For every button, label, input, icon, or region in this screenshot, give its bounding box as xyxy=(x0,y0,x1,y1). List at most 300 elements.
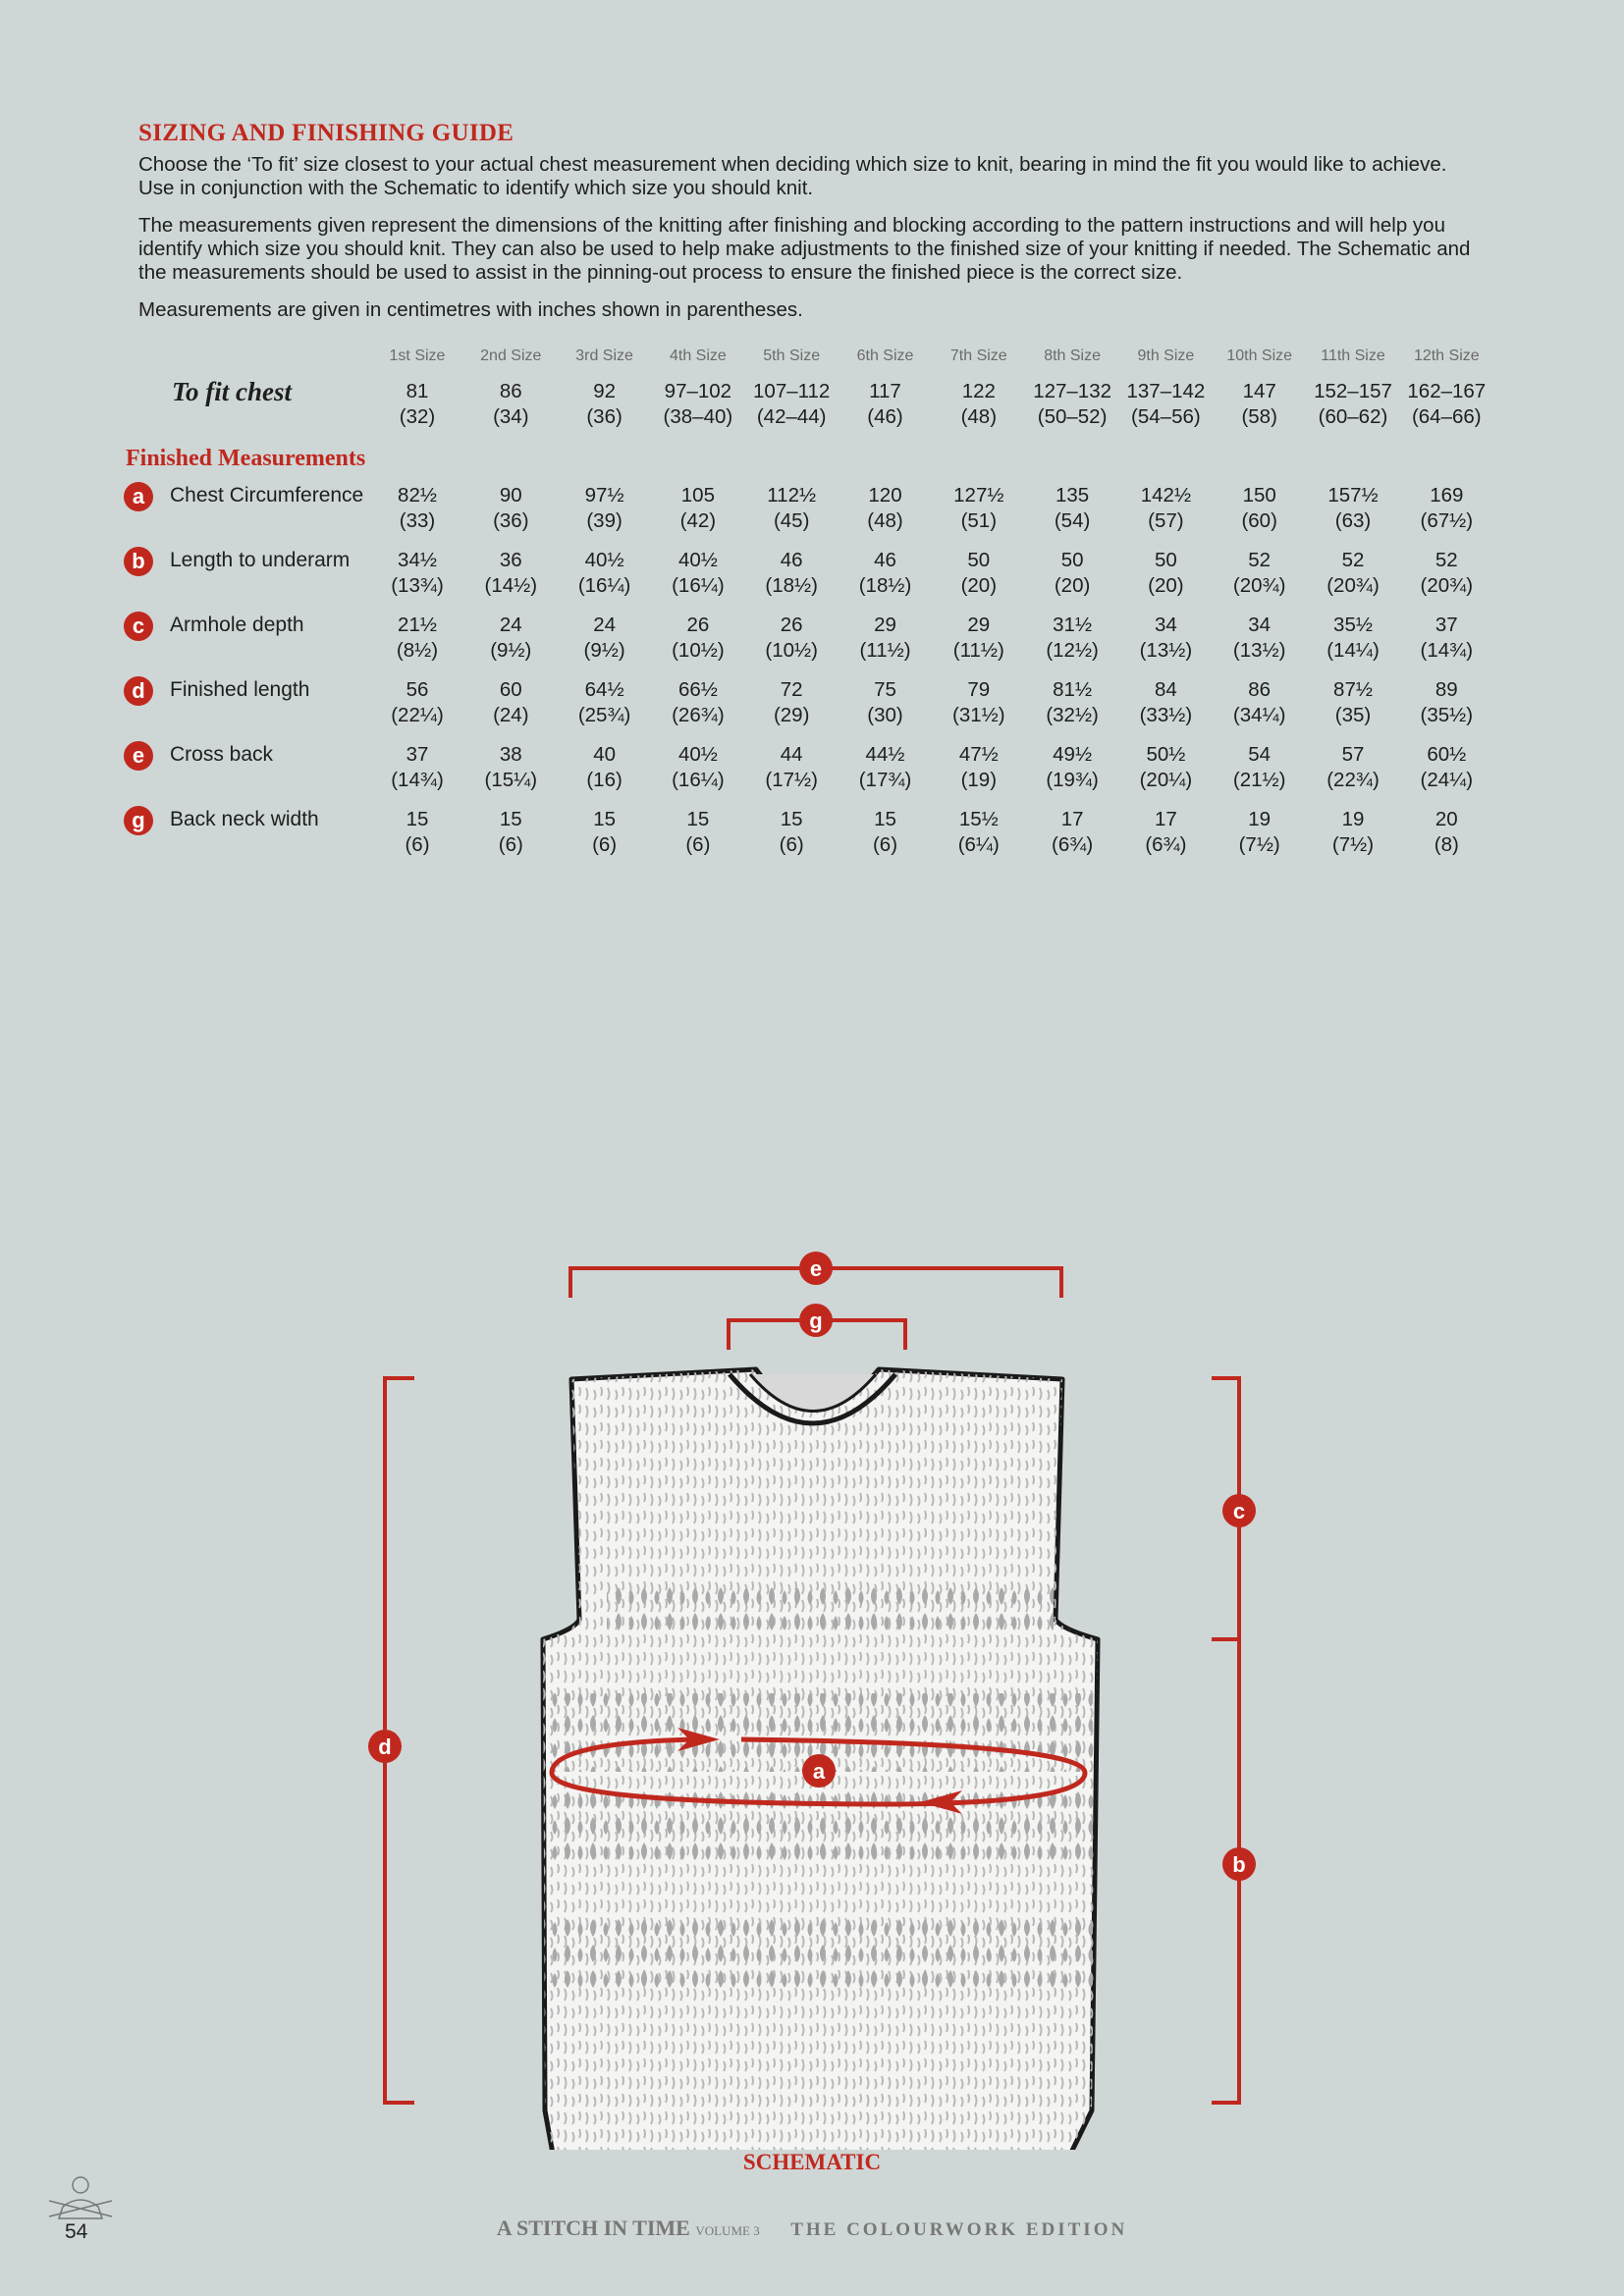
measurement-in: (24¼) xyxy=(1420,769,1474,791)
measurement-value xyxy=(1399,677,1493,728)
measurement-in: (14½) xyxy=(484,574,538,597)
measurement-value xyxy=(744,613,839,664)
size-header: 5th Size xyxy=(763,347,821,364)
measurement-cm: 81½ xyxy=(1053,678,1093,701)
schematic-diagram xyxy=(0,1227,1624,2150)
measurement-in: (35) xyxy=(1334,704,1372,726)
to-fit-cm: 152–157 xyxy=(1314,380,1392,402)
measurement-value xyxy=(839,677,933,728)
measurement-in: (13¾) xyxy=(391,574,444,597)
measurement-cm: 37 xyxy=(406,743,429,766)
measurement-row xyxy=(118,613,1512,677)
measurement-value xyxy=(1118,677,1213,728)
label-a xyxy=(802,1754,836,1788)
measurement-value xyxy=(651,483,745,534)
measurement-in: (16¼) xyxy=(672,574,725,597)
measurement-in: (6) xyxy=(685,833,711,856)
measurement-in: (7½) xyxy=(1331,833,1375,856)
to-fit-cm: 127–132 xyxy=(1033,380,1111,402)
measurement-value xyxy=(932,742,1026,793)
measurement-cm: 169 xyxy=(1430,484,1464,507)
measurement-value xyxy=(558,548,652,599)
measurement-cm: 60½ xyxy=(1427,743,1467,766)
to-fit-cm: 162–167 xyxy=(1407,380,1487,402)
measurement-in: (10½) xyxy=(765,639,818,662)
measurement-cm: 17 xyxy=(1154,808,1177,830)
intro-paragraph-2: The measurements given represent the dimensions of the knitting after finishing and blocking according to the pattern instructions and will help you identify which size you should knit. They can also be used to help make adjustments to the finished size of your knitting if needed. The Schematic and the measurements should be used to assist in the pinning-out process to ensure the finished piece is the correct size. xyxy=(138,214,1471,284)
measurement-in: (17½) xyxy=(765,769,818,791)
measurement-value xyxy=(1213,548,1307,599)
measurement-value xyxy=(1025,742,1119,793)
measurement-cm: 38 xyxy=(499,743,522,766)
measurement-value xyxy=(558,483,652,534)
measurement-value xyxy=(370,807,464,858)
measurement-cm: 24 xyxy=(593,614,616,636)
measurement-value xyxy=(558,807,652,858)
measurement-cm: 150 xyxy=(1242,484,1276,507)
measurement-in: (32½) xyxy=(1046,704,1099,726)
measurement-cm: 46 xyxy=(874,549,896,571)
measurement-value xyxy=(839,483,933,534)
measurement-value xyxy=(839,548,933,599)
to-fit-row xyxy=(118,373,1512,444)
measurement-value xyxy=(1213,483,1307,534)
svg-text:c: c xyxy=(1232,1499,1246,1523)
measurement-in: (20¼) xyxy=(1139,769,1193,791)
measurement-cm: 157½ xyxy=(1327,484,1379,507)
measurement-cm: 40½ xyxy=(677,549,718,571)
measurement-cm: 52 xyxy=(1248,549,1272,571)
measurement-in: (31½) xyxy=(952,704,1005,726)
measurement-cm: 15 xyxy=(593,808,616,830)
measurement-cm: 52 xyxy=(1435,549,1458,571)
measurement-cm: 15 xyxy=(406,808,429,830)
measurement-in: (12½) xyxy=(1046,639,1099,662)
measurement-cm: 15 xyxy=(780,808,803,830)
to-fit-label: To fit chest xyxy=(172,377,293,406)
label-c xyxy=(1222,1494,1256,1527)
to-fit-in: (48) xyxy=(960,405,998,428)
measurement-cm: 24 xyxy=(499,614,522,636)
measurement-cm: 34½ xyxy=(398,549,437,571)
measurement-in: (16¼) xyxy=(577,574,631,597)
measurement-in: (19) xyxy=(960,769,998,791)
page-number: 54 xyxy=(65,2220,88,2243)
to-fit-value xyxy=(932,379,1026,430)
measurement-in: (39) xyxy=(586,509,623,532)
measurement-in: (54) xyxy=(1054,509,1091,532)
measurement-in: (20) xyxy=(1054,574,1091,597)
measurement-value xyxy=(651,742,745,793)
measurement-cm: 15 xyxy=(499,808,522,830)
svg-text:a: a xyxy=(812,1759,826,1784)
footer xyxy=(0,2216,1624,2241)
measurement-in: (14¼) xyxy=(1326,639,1380,662)
measurement-cm: 127½ xyxy=(953,484,1004,507)
measurement-row xyxy=(118,742,1512,807)
measurement-in: (16¼) xyxy=(672,769,725,791)
measurement-cm: 44½ xyxy=(865,743,905,766)
measurement-cm: 15 xyxy=(874,808,896,830)
measurement-in: (17¾) xyxy=(858,769,912,791)
to-fit-in: (36) xyxy=(586,405,623,428)
measurement-value xyxy=(932,807,1026,858)
measurement-in: (7½) xyxy=(1238,833,1280,856)
volume-label: VOLUME 3 xyxy=(695,2223,760,2238)
size-header: 2nd Size xyxy=(480,347,542,364)
measurement-in: (11½) xyxy=(952,639,1004,662)
measurement-cm: 72 xyxy=(780,678,803,701)
to-fit-value xyxy=(463,379,558,430)
measurement-cm: 44 xyxy=(780,743,803,766)
measurement-value xyxy=(1025,548,1119,599)
measurement-in: (33) xyxy=(399,509,436,532)
measurement-value xyxy=(558,742,652,793)
book-title: A STITCH IN TIME xyxy=(496,2216,690,2240)
measurement-value xyxy=(1118,742,1213,793)
measurement-value xyxy=(370,613,464,664)
measurement-cm: 135 xyxy=(1055,484,1090,507)
measurement-cm: 40 xyxy=(593,743,616,766)
to-fit-in: (38–40) xyxy=(663,405,733,428)
measurement-in: (9½) xyxy=(490,639,532,662)
measurement-value xyxy=(744,548,839,599)
measurement-value xyxy=(558,677,652,728)
measurement-value xyxy=(558,613,652,664)
guide-title: SIZING AND FINISHING GUIDE xyxy=(138,120,514,146)
to-fit-value xyxy=(1025,379,1119,430)
measurement-in: (57) xyxy=(1148,509,1184,532)
measurement-value xyxy=(1306,742,1400,793)
measurement-letter-badge: d xyxy=(124,676,153,706)
measurement-value xyxy=(1025,807,1119,858)
measurement-cm: 56 xyxy=(406,678,429,701)
size-header: 1st Size xyxy=(389,347,446,364)
measurement-label: Cross back xyxy=(170,743,274,766)
measurement-row xyxy=(118,677,1512,742)
measurement-value xyxy=(1399,742,1493,793)
measurement-cm: 54 xyxy=(1248,743,1272,766)
measurement-in: (36) xyxy=(493,509,529,532)
to-fit-cm: 92 xyxy=(593,380,616,402)
measurement-cm: 31½ xyxy=(1053,614,1093,636)
measurement-cm: 49½ xyxy=(1053,743,1093,766)
measurement-cm: 87½ xyxy=(1333,678,1373,701)
measurement-value xyxy=(1306,548,1400,599)
measurement-in: (16) xyxy=(586,769,623,791)
measurement-cm: 142½ xyxy=(1140,484,1192,507)
measurement-value xyxy=(1399,548,1493,599)
size-header: 4th Size xyxy=(669,347,727,364)
measurement-value xyxy=(370,483,464,534)
to-fit-value xyxy=(1399,379,1493,430)
measurement-label: Length to underarm xyxy=(170,549,351,571)
measurement-cm: 120 xyxy=(868,484,902,507)
svg-text:e: e xyxy=(809,1256,823,1281)
to-fit-in: (54–56) xyxy=(1131,405,1201,428)
measurement-in: (8½) xyxy=(396,639,439,662)
measurement-cm: 40½ xyxy=(677,743,718,766)
measurement-in: (45) xyxy=(773,509,810,532)
to-fit-value xyxy=(744,379,839,430)
measurement-letter-badge: b xyxy=(124,547,153,576)
measurement-in: (24) xyxy=(493,704,529,726)
intro-paragraph-1: Choose the ‘To fit’ size closest to your actual chest measurement when deciding which size to knit, bearing in mind the fit you would like to achieve. Use in conjunction with the Schematic to identify which size you should knit. xyxy=(138,153,1447,199)
measurement-in: (51) xyxy=(960,509,998,532)
schematic-title: SCHEMATIC xyxy=(742,2150,882,2174)
measurement-cm: 97½ xyxy=(584,484,624,507)
to-fit-cm: 86 xyxy=(499,380,522,402)
measurement-value xyxy=(463,613,558,664)
measurement-value xyxy=(370,548,464,599)
measurement-cm: 34 xyxy=(1154,614,1177,636)
measurement-value xyxy=(1306,613,1400,664)
measurement-value xyxy=(839,807,933,858)
measurement-cm: 15½ xyxy=(958,808,999,830)
measurement-cm: 40½ xyxy=(584,549,624,571)
label-g xyxy=(799,1304,833,1337)
measurement-value xyxy=(1399,807,1493,858)
measurement-cm: 64½ xyxy=(584,678,624,701)
label-e xyxy=(799,1252,833,1285)
measurement-label: Finished length xyxy=(170,678,310,701)
measurement-value xyxy=(839,613,933,664)
measurement-in: (13½) xyxy=(1139,639,1193,662)
measurement-cm: 19 xyxy=(1341,808,1365,830)
intro-section xyxy=(138,120,1484,336)
measurement-in: (29) xyxy=(773,704,810,726)
measurement-in: (26¾) xyxy=(672,704,725,726)
to-fit-cm: 81 xyxy=(406,380,429,402)
measurement-in: (9½) xyxy=(583,639,625,662)
measurement-in: (15¼) xyxy=(484,769,538,791)
measurement-cm: 19 xyxy=(1248,808,1272,830)
to-fit-cm: 147 xyxy=(1242,380,1276,402)
measurement-value xyxy=(932,613,1026,664)
measurement-in: (18½) xyxy=(765,574,818,597)
measurement-in: (6) xyxy=(405,833,430,856)
measurement-cm: 57 xyxy=(1341,743,1365,766)
measurement-value xyxy=(744,807,839,858)
measurement-in: (14¾) xyxy=(1420,639,1474,662)
measurement-cm: 86 xyxy=(1248,678,1272,701)
measurement-cm: 21½ xyxy=(398,614,437,636)
measurement-cm: 20 xyxy=(1435,808,1458,830)
finished-measurements-title: Finished Measurements xyxy=(126,446,366,471)
to-fit-value xyxy=(839,379,933,430)
measurement-in: (6¾) xyxy=(1145,833,1187,856)
measurement-value xyxy=(932,483,1026,534)
measurement-in: (63) xyxy=(1334,509,1372,532)
size-table xyxy=(118,344,1512,872)
measurement-cm: 50 xyxy=(1060,549,1084,571)
size-header: 8th Size xyxy=(1044,347,1101,364)
measurement-value xyxy=(651,548,745,599)
to-fit-value xyxy=(370,379,464,430)
size-header-row xyxy=(118,344,1512,373)
measurement-cm: 90 xyxy=(499,484,522,507)
size-header: 6th Size xyxy=(856,347,914,364)
measurement-value xyxy=(463,548,558,599)
to-fit-cm: 117 xyxy=(869,380,901,402)
measurement-value xyxy=(839,742,933,793)
measurement-in: (6) xyxy=(779,833,804,856)
measurement-cm: 37 xyxy=(1435,614,1458,636)
measurement-in: (20¾) xyxy=(1232,574,1286,597)
measurement-value xyxy=(370,677,464,728)
measurement-in: (6) xyxy=(592,833,618,856)
measurement-letter-badge: g xyxy=(124,806,153,835)
measurement-cm: 75 xyxy=(874,678,896,701)
measurement-value xyxy=(1025,677,1119,728)
measurement-value xyxy=(370,742,464,793)
measurement-in: (21½) xyxy=(1232,769,1286,791)
size-header: 7th Size xyxy=(949,347,1007,364)
size-header: 10th Size xyxy=(1226,347,1293,364)
measurement-cm: 15 xyxy=(686,808,710,830)
measurement-value xyxy=(932,548,1026,599)
measurement-value xyxy=(744,742,839,793)
measurement-in: (60) xyxy=(1241,509,1277,532)
measurement-in: (22¼) xyxy=(391,704,444,726)
measurement-value xyxy=(1118,613,1213,664)
measurement-cm: 47½ xyxy=(958,743,999,766)
to-fit-in: (50–52) xyxy=(1037,405,1108,428)
to-fit-cm: 137–142 xyxy=(1126,380,1206,402)
to-fit-in: (32) xyxy=(399,405,436,428)
to-fit-value xyxy=(651,379,745,430)
measurement-in: (30) xyxy=(867,704,903,726)
bracket-c-b xyxy=(1212,1378,1239,2103)
measurement-cm: 29 xyxy=(967,614,991,636)
measurement-cm: 82½ xyxy=(398,484,437,507)
measurement-cm: 50½ xyxy=(1146,743,1186,766)
measurement-label: Armhole depth xyxy=(170,614,304,636)
measurement-value xyxy=(1306,677,1400,728)
measurement-in: (25¾) xyxy=(577,704,631,726)
measurement-cm: 66½ xyxy=(677,678,718,701)
measurement-value xyxy=(1213,742,1307,793)
measurement-row xyxy=(118,548,1512,613)
measurement-value xyxy=(1025,483,1119,534)
measurement-in: (22¾) xyxy=(1326,769,1380,791)
to-fit-in: (58) xyxy=(1241,405,1277,428)
measurement-value xyxy=(651,677,745,728)
to-fit-value xyxy=(1213,379,1307,430)
measurement-cm: 50 xyxy=(967,549,991,571)
measurement-value xyxy=(744,483,839,534)
measurement-in: (20) xyxy=(1148,574,1184,597)
measurement-cm: 79 xyxy=(967,678,991,701)
measurement-in: (6¼) xyxy=(957,833,1000,856)
measurement-in: (35½) xyxy=(1420,704,1474,726)
measurement-value xyxy=(1118,548,1213,599)
measurement-in: (6) xyxy=(498,833,523,856)
measurement-label: Chest Circumference xyxy=(170,484,364,507)
measurement-value xyxy=(463,807,558,858)
to-fit-in: (64–66) xyxy=(1411,405,1482,428)
measurement-cm: 17 xyxy=(1060,808,1084,830)
measurement-cm: 26 xyxy=(686,614,710,636)
measurement-in: (19¾) xyxy=(1046,769,1099,791)
measurement-label: Back neck width xyxy=(170,808,319,830)
measurement-cm: 26 xyxy=(780,614,803,636)
finished-header-row xyxy=(118,444,1512,483)
measurement-in: (18½) xyxy=(858,574,912,597)
measurement-in: (10½) xyxy=(672,639,725,662)
svg-text:d: d xyxy=(378,1735,392,1759)
measurement-value xyxy=(1306,807,1400,858)
measurement-cm: 52 xyxy=(1341,549,1365,571)
measurement-in: (20) xyxy=(960,574,998,597)
size-header: 11th Size xyxy=(1321,347,1385,364)
measurement-in: (20¾) xyxy=(1326,574,1380,597)
measurement-value xyxy=(1399,483,1493,534)
measurement-value xyxy=(1025,613,1119,664)
to-fit-cm: 122 xyxy=(961,380,996,402)
measurement-value xyxy=(1213,613,1307,664)
measurement-value xyxy=(1213,677,1307,728)
measurement-in: (48) xyxy=(867,509,903,532)
measurement-value xyxy=(744,677,839,728)
to-fit-in: (46) xyxy=(867,405,903,428)
measurement-cm: 112½ xyxy=(767,484,817,507)
svg-text:b: b xyxy=(1232,1852,1246,1877)
svg-text:g: g xyxy=(809,1308,823,1333)
to-fit-value xyxy=(1118,379,1213,430)
measurement-cm: 34 xyxy=(1248,614,1272,636)
measurement-value xyxy=(1118,807,1213,858)
size-header: 3rd Size xyxy=(575,347,633,364)
measurement-row xyxy=(118,483,1512,548)
measurement-cm: 84 xyxy=(1154,678,1177,701)
measurement-in: (8) xyxy=(1434,833,1459,856)
measurement-value xyxy=(1118,483,1213,534)
measurement-value xyxy=(463,677,558,728)
measurement-in: (42) xyxy=(679,509,717,532)
measurement-in: (67½) xyxy=(1420,509,1474,532)
measurement-value xyxy=(1306,483,1400,534)
measurement-cm: 60 xyxy=(499,678,522,701)
size-header: 9th Size xyxy=(1137,347,1195,364)
measurement-cm: 36 xyxy=(499,549,522,571)
measurement-cm: 29 xyxy=(874,614,896,636)
measurement-value xyxy=(651,613,745,664)
measurement-row xyxy=(118,807,1512,872)
to-fit-value xyxy=(1306,379,1400,430)
to-fit-value xyxy=(558,379,652,430)
measurement-value xyxy=(463,742,558,793)
to-fit-cm: 107–112 xyxy=(753,380,831,402)
measurement-value xyxy=(1399,613,1493,664)
label-d xyxy=(368,1730,402,1763)
measurement-in: (11½) xyxy=(859,639,911,662)
measurement-value xyxy=(932,677,1026,728)
measurement-cm: 35½ xyxy=(1333,614,1373,636)
to-fit-in: (60–62) xyxy=(1318,405,1388,428)
measurement-in: (20¾) xyxy=(1420,574,1474,597)
to-fit-in: (42–44) xyxy=(756,405,827,428)
measurement-cm: 105 xyxy=(680,484,715,507)
measurement-letter-badge: a xyxy=(124,482,153,511)
label-b xyxy=(1222,1847,1256,1881)
edition-label: THE COLOURWORK EDITION xyxy=(790,2219,1128,2240)
to-fit-in: (34) xyxy=(493,405,529,428)
measurement-letter-badge: c xyxy=(124,612,153,641)
measurement-cm: 50 xyxy=(1154,549,1177,571)
measurement-in: (14¾) xyxy=(391,769,444,791)
measurement-value xyxy=(463,483,558,534)
